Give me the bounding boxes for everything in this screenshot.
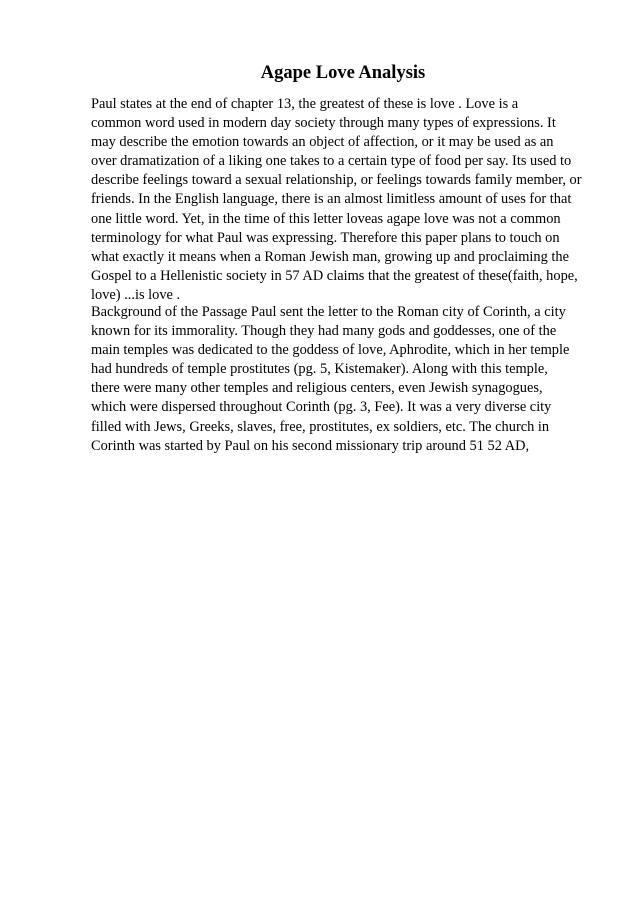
text-line: may describe the emotion towards an object of affection, or it may be used as an [91, 134, 554, 151]
text-line: had hundreds of temple prostitutes (pg. 5, Kistemaker). Along with this temple, [91, 361, 548, 378]
text-line: Paul states at the end of chapter 13, the greatest of these is love . Love is a [91, 96, 519, 112]
text-line: filled with Jews, Greeks, slaves, free, prostitutes, ex soldiers, etc. The church in [91, 418, 550, 435]
text-line: what exactly it means when a Roman Jewish man, growing up and proclaiming the [91, 248, 569, 265]
text-line: known for its immorality. Though they had many gods and goddesses, one of the [91, 323, 557, 340]
text-line: Background of the Passage Paul sent the letter to the Roman city of Corinth, a city [91, 304, 566, 320]
paragraph-background [91, 303, 591, 456]
text-line: which were dispersed throughout Corinth (pg. 3, Fee). It was a very diverse city [91, 399, 552, 416]
text-line: love) ...is love . [91, 286, 181, 303]
text-line: describe feelings toward a sexual relationship, or feelings towards family member, or [91, 172, 582, 189]
text-line: one little word. Yet, in the time of this letter loveas agape love was not a common [91, 210, 561, 227]
text-line: over dramatization of a liking one takes to a certain type of food per say. Its used to [91, 153, 572, 170]
paragraph-introduction [91, 95, 591, 305]
text-line: main temples was dedicated to the goddess of love, Aphrodite, which in her temple [91, 342, 570, 359]
document-title: Agape Love Analysis [260, 63, 426, 83]
text-line: common word used in modern day society through many types of expressions. It [91, 115, 556, 132]
text-line: terminology for what Paul was expressing. Therefore this paper plans to touch on [91, 229, 560, 246]
text-line: Gospel to a Hellenistic society in 57 AD claims that the greatest of these(faith, hope, [91, 267, 578, 284]
text-line: friends. In the English language, there is an almost limitless amount of uses for that [91, 191, 572, 208]
text-line: there were many other temples and religious centers, even Jewish synagogues, [91, 380, 543, 397]
text-line: Corinth was started by Paul on his second missionary trip around 51 52 AD, [91, 437, 530, 454]
